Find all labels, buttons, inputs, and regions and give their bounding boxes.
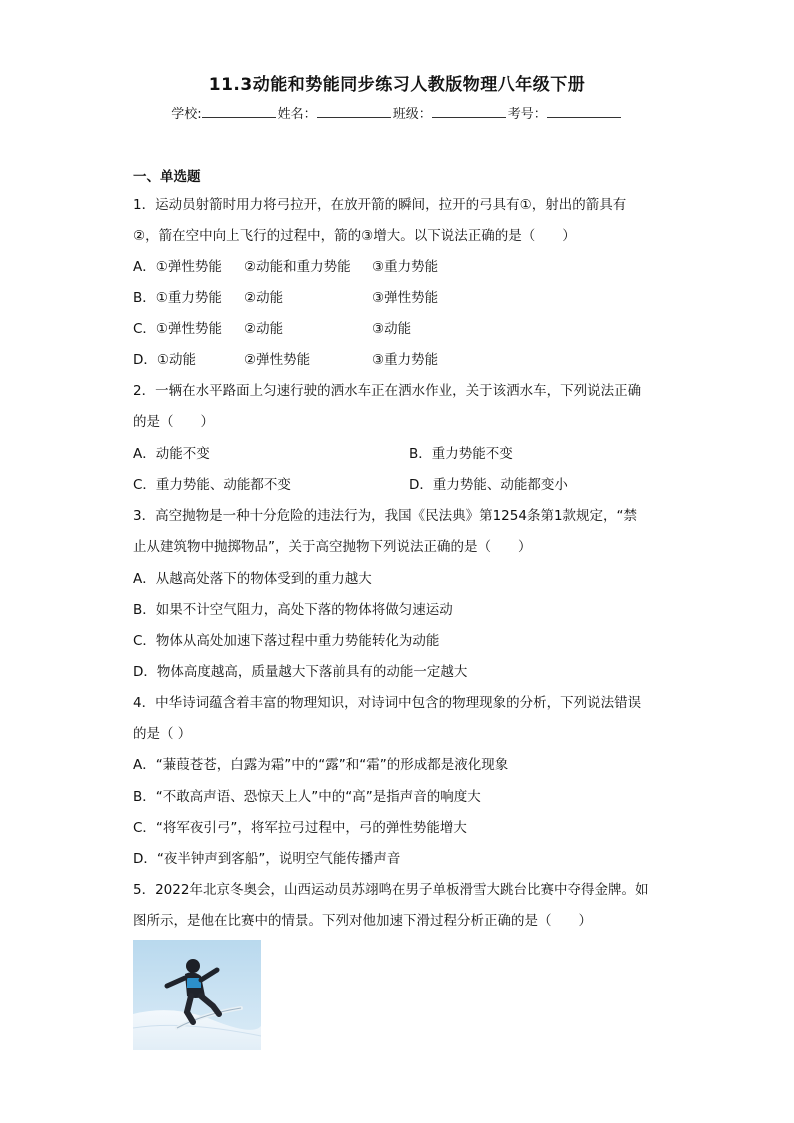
number-label: 考号： [507, 107, 547, 122]
question-4-option-b: B．“不敢高声语、恐惊天上人”中的“高”是指声音的响度大 [133, 789, 481, 805]
question-3-option-c: C．物体从高处加速下落过程中重力势能转化为动能 [133, 633, 440, 649]
section-heading: 一、单选题 [133, 169, 201, 185]
question-2-line-2: 的是（ ） [133, 414, 214, 430]
option-part: ②弹性势能 [244, 352, 311, 368]
question-3-option-b: B．如果不计空气阻力，高处下落的物体将做匀速运动 [133, 602, 453, 618]
option-b: B．重力势能不变 [409, 446, 513, 462]
question-3-line-2: 止从建筑物中抛掷物品”，关于高空抛物下列说法正确的是（ ） [133, 539, 532, 555]
school-label: 学校: [171, 107, 202, 122]
question-4-option-d: D．“夜半钟声到客船”，说明空气能传播声音 [133, 851, 401, 867]
page-title: 11.3动能和势能同步练习人教版物理八年级下册 [208, 75, 586, 95]
question-3-option-d: D．物体高度越高，质量越大下落前具有的动能一定越大 [133, 664, 468, 680]
option-part: ③重力势能 [372, 352, 439, 368]
question-5-line-1: 5．2022年北京冬奥会，山西运动员苏翊鸣在男子单板滑雪大跳台比赛中夺得金牌。如 [133, 882, 649, 898]
snowboarder-photo [133, 940, 261, 1050]
question-4-line-2: 的是（ ） [133, 726, 192, 742]
question-2-line-1: 2．一辆在水平路面上匀速行驶的洒水车正在洒水作业，关于该洒水车，下列说法正确 [133, 383, 642, 399]
option-part: ②动能和重力势能 [244, 259, 351, 275]
option-part: ③动能 [372, 321, 412, 337]
class-blank [432, 105, 506, 118]
question-1-line-1: 1．运动员射箭时用力将弓拉开，在放开箭的瞬间，拉开的弓具有①，射出的箭具有 [133, 197, 627, 213]
option-part: ③弹性势能 [372, 290, 439, 306]
option-part: ③重力势能 [372, 259, 439, 275]
student-info-row [0, 103, 794, 122]
name-blank [317, 105, 391, 118]
option-part: A．①弹性势能 [133, 259, 222, 275]
question-4-option-a: A．“蒹葭苍苍，白露为霜”中的“露”和“霜”的形成都是液化现象 [133, 757, 509, 773]
name-label: 姓名： [277, 107, 317, 122]
option-c: C．重力势能、动能都不变 [133, 477, 291, 493]
option-d: D．重力势能、动能都变小 [409, 477, 568, 493]
option-part: B．①重力势能 [133, 290, 222, 306]
question-3-option-a: A．从越高处落下的物体受到的重力越大 [133, 571, 372, 587]
question-3-line-1: 3．高空抛物是一种十分危险的违法行为，我国《民法典》第1254条第1款规定，“禁 [133, 508, 638, 524]
school-blank [202, 105, 276, 118]
question-5-line-2: 图所示，是他在比赛中的情景。下列对他加速下滑过程分析正确的是（ ） [133, 913, 592, 929]
question-4-option-c: C．“将军夜引弓”，将军拉弓过程中，弓的弹性势能增大 [133, 820, 467, 836]
number-blank [547, 105, 621, 118]
option-part: ②动能 [244, 290, 284, 306]
class-label: 班级： [392, 107, 432, 122]
option-part: ②动能 [244, 321, 284, 337]
option-a: A．动能不变 [133, 446, 210, 462]
question-1-line-2: ②，箭在空中向上飞行的过程中，箭的③增大。以下说法正确的是（ ） [133, 228, 576, 244]
question-4-line-1: 4．中华诗词蕴含着丰富的物理知识，对诗词中包含的物理现象的分析，下列说法错误 [133, 695, 642, 711]
option-part: D．①动能 [133, 352, 196, 368]
option-part: C．①弹性势能 [133, 321, 223, 337]
